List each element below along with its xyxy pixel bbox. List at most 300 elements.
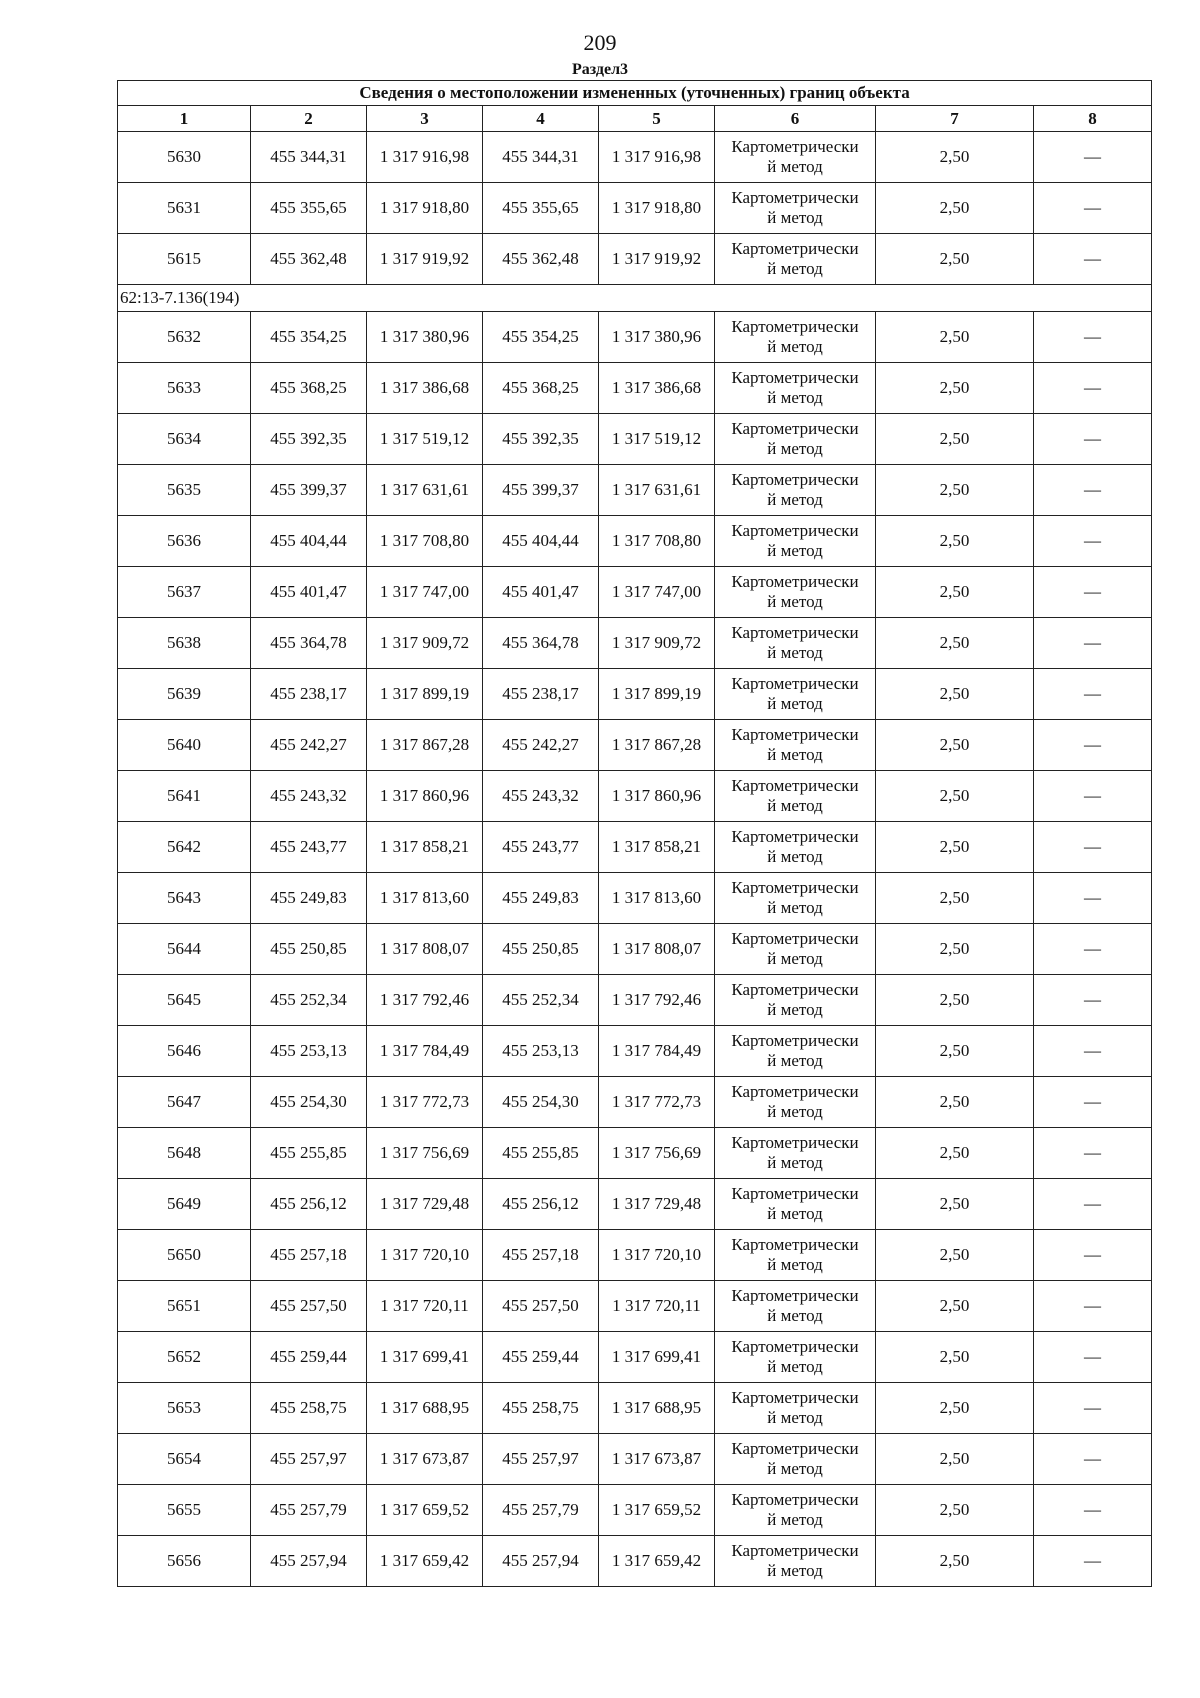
y-new-cell: 1 317 792,46 <box>599 975 715 1026</box>
table-row <box>118 1383 1152 1434</box>
method-line: Картометрически <box>731 470 859 489</box>
precision-cell: 2,50 <box>876 312 1034 363</box>
method-cell <box>715 1434 876 1485</box>
y-old-cell: 1 317 747,00 <box>367 567 483 618</box>
method-line: Картометрически <box>731 317 859 336</box>
method-line: й метод <box>767 1510 823 1529</box>
precision-cell: 2,50 <box>876 363 1034 414</box>
x-new-cell: 455 250,85 <box>483 924 599 975</box>
method-cell <box>715 465 876 516</box>
column-number: 4 <box>483 106 599 132</box>
method-line: й метод <box>767 745 823 764</box>
table-row <box>118 234 1152 285</box>
method-line: й метод <box>767 259 823 278</box>
x-old-cell: 455 256,12 <box>251 1179 367 1230</box>
x-new-cell: 455 254,30 <box>483 1077 599 1128</box>
precision-cell: 2,50 <box>876 822 1034 873</box>
y-new-cell: 1 317 918,80 <box>599 183 715 234</box>
x-old-cell: 455 257,97 <box>251 1434 367 1485</box>
x-old-cell: 455 252,34 <box>251 975 367 1026</box>
table-row <box>118 1536 1152 1587</box>
precision-cell: 2,50 <box>876 1077 1034 1128</box>
precision-cell: 2,50 <box>876 1332 1034 1383</box>
dash-cell: — <box>1034 924 1152 975</box>
y-old-cell: 1 317 916,98 <box>367 132 483 183</box>
y-new-cell: 1 317 813,60 <box>599 873 715 924</box>
method-cell <box>715 720 876 771</box>
y-new-cell: 1 317 659,42 <box>599 1536 715 1587</box>
x-new-cell: 455 401,47 <box>483 567 599 618</box>
dash-cell: — <box>1034 234 1152 285</box>
x-old-cell: 455 259,44 <box>251 1332 367 1383</box>
dash-cell: — <box>1034 669 1152 720</box>
y-new-cell: 1 317 688,95 <box>599 1383 715 1434</box>
x-old-cell: 455 257,50 <box>251 1281 367 1332</box>
y-old-cell: 1 317 899,19 <box>367 669 483 720</box>
y-old-cell: 1 317 659,42 <box>367 1536 483 1587</box>
x-new-cell: 455 364,78 <box>483 618 599 669</box>
method-line: Картометрически <box>731 1184 859 1203</box>
x-new-cell: 455 259,44 <box>483 1332 599 1383</box>
x-old-cell: 455 344,31 <box>251 132 367 183</box>
method-line: й метод <box>767 1459 823 1478</box>
method-line: й метод <box>767 898 823 917</box>
precision-cell: 2,50 <box>876 516 1034 567</box>
table-row <box>118 1434 1152 1485</box>
method-line: Картометрически <box>731 725 859 744</box>
table-row <box>118 1281 1152 1332</box>
y-new-cell: 1 317 729,48 <box>599 1179 715 1230</box>
method-line: Картометрически <box>731 1031 859 1050</box>
precision-cell: 2,50 <box>876 924 1034 975</box>
y-new-cell: 1 317 899,19 <box>599 669 715 720</box>
precision-cell: 2,50 <box>876 1179 1034 1230</box>
y-old-cell: 1 317 631,61 <box>367 465 483 516</box>
precision-cell: 2,50 <box>876 771 1034 822</box>
point-number-cell: 5647 <box>118 1077 251 1128</box>
page-number: 209 <box>583 30 617 55</box>
table-row <box>118 720 1152 771</box>
y-old-cell: 1 317 867,28 <box>367 720 483 771</box>
x-old-cell: 455 258,75 <box>251 1383 367 1434</box>
method-line: Картометрически <box>731 1439 859 1458</box>
method-line: й метод <box>767 1255 823 1274</box>
table-row <box>118 312 1152 363</box>
precision-cell: 2,50 <box>876 720 1034 771</box>
method-cell <box>715 567 876 618</box>
method-cell <box>715 363 876 414</box>
y-old-cell: 1 317 688,95 <box>367 1383 483 1434</box>
point-number-cell: 5648 <box>118 1128 251 1179</box>
point-number-cell: 5615 <box>118 234 251 285</box>
method-line: й метод <box>767 439 823 458</box>
table-row <box>118 132 1152 183</box>
point-number-cell: 5653 <box>118 1383 251 1434</box>
y-old-cell: 1 317 729,48 <box>367 1179 483 1230</box>
precision-cell: 2,50 <box>876 669 1034 720</box>
x-new-cell: 455 354,25 <box>483 312 599 363</box>
table-row <box>118 618 1152 669</box>
dash-cell: — <box>1034 465 1152 516</box>
x-old-cell: 455 250,85 <box>251 924 367 975</box>
column-number: 6 <box>715 106 876 132</box>
table-row <box>118 183 1152 234</box>
point-number-cell: 5651 <box>118 1281 251 1332</box>
method-line: й метод <box>767 388 823 407</box>
method-line: й метод <box>767 157 823 176</box>
y-old-cell: 1 317 858,21 <box>367 822 483 873</box>
x-new-cell: 455 257,97 <box>483 1434 599 1485</box>
table-row <box>118 1077 1152 1128</box>
method-line: Картометрически <box>731 776 859 795</box>
point-number-cell: 5656 <box>118 1536 251 1587</box>
dash-cell: — <box>1034 873 1152 924</box>
dash-cell: — <box>1034 516 1152 567</box>
method-cell <box>715 873 876 924</box>
precision-cell: 2,50 <box>876 465 1034 516</box>
x-new-cell: 455 257,79 <box>483 1485 599 1536</box>
precision-cell: 2,50 <box>876 132 1034 183</box>
precision-cell: 2,50 <box>876 414 1034 465</box>
y-new-cell: 1 317 380,96 <box>599 312 715 363</box>
method-line: й метод <box>767 1102 823 1121</box>
x-new-cell: 455 362,48 <box>483 234 599 285</box>
dash-cell: — <box>1034 567 1152 618</box>
x-new-cell: 455 252,34 <box>483 975 599 1026</box>
method-cell <box>715 618 876 669</box>
column-number: 2 <box>251 106 367 132</box>
group-row <box>118 285 1152 312</box>
x-new-cell: 455 257,94 <box>483 1536 599 1587</box>
precision-cell: 2,50 <box>876 1026 1034 1077</box>
x-new-cell: 455 243,32 <box>483 771 599 822</box>
y-new-cell: 1 317 756,69 <box>599 1128 715 1179</box>
y-old-cell: 1 317 720,11 <box>367 1281 483 1332</box>
y-new-cell: 1 317 720,11 <box>599 1281 715 1332</box>
dash-cell: — <box>1034 1026 1152 1077</box>
point-number-cell: 5649 <box>118 1179 251 1230</box>
method-line: Картометрически <box>731 239 859 258</box>
dash-cell: — <box>1034 822 1152 873</box>
dash-cell: — <box>1034 1332 1152 1383</box>
method-cell <box>715 771 876 822</box>
x-old-cell: 455 243,77 <box>251 822 367 873</box>
y-new-cell: 1 317 772,73 <box>599 1077 715 1128</box>
x-old-cell: 455 404,44 <box>251 516 367 567</box>
method-line: Картометрически <box>731 1082 859 1101</box>
point-number-cell: 5642 <box>118 822 251 873</box>
x-old-cell: 455 253,13 <box>251 1026 367 1077</box>
precision-cell: 2,50 <box>876 1383 1034 1434</box>
x-old-cell: 455 243,32 <box>251 771 367 822</box>
point-number-cell: 5655 <box>118 1485 251 1536</box>
method-cell <box>715 312 876 363</box>
point-number-cell: 5630 <box>118 132 251 183</box>
point-number-cell: 5631 <box>118 183 251 234</box>
method-cell <box>715 924 876 975</box>
point-number-cell: 5652 <box>118 1332 251 1383</box>
method-line: Картометрически <box>731 1337 859 1356</box>
point-number-cell: 5650 <box>118 1230 251 1281</box>
method-cell <box>715 822 876 873</box>
method-line: й метод <box>767 1306 823 1325</box>
dash-cell: — <box>1034 363 1152 414</box>
x-new-cell: 455 249,83 <box>483 873 599 924</box>
column-number: 8 <box>1034 106 1152 132</box>
dash-cell: — <box>1034 720 1152 771</box>
y-new-cell: 1 317 909,72 <box>599 618 715 669</box>
table-row <box>118 1179 1152 1230</box>
table-row <box>118 567 1152 618</box>
method-cell <box>715 132 876 183</box>
y-old-cell: 1 317 784,49 <box>367 1026 483 1077</box>
x-new-cell: 455 404,44 <box>483 516 599 567</box>
method-cell <box>715 1485 876 1536</box>
method-line: й метод <box>767 1561 823 1580</box>
y-new-cell: 1 317 699,41 <box>599 1332 715 1383</box>
point-number-cell: 5645 <box>118 975 251 1026</box>
y-old-cell: 1 317 659,52 <box>367 1485 483 1536</box>
method-cell <box>715 1077 876 1128</box>
table-row <box>118 1026 1152 1077</box>
y-new-cell: 1 317 919,92 <box>599 234 715 285</box>
y-new-cell: 1 317 720,10 <box>599 1230 715 1281</box>
y-new-cell: 1 317 747,00 <box>599 567 715 618</box>
point-number-cell: 5644 <box>118 924 251 975</box>
table-row <box>118 516 1152 567</box>
method-line: Картометрически <box>731 1388 859 1407</box>
method-line: й метод <box>767 1357 823 1376</box>
point-number-cell: 5635 <box>118 465 251 516</box>
method-cell <box>715 1383 876 1434</box>
x-new-cell: 455 392,35 <box>483 414 599 465</box>
table-caption: Сведения о местоположении измененных (уточненных) границ объекта <box>118 81 1152 106</box>
method-line: Картометрически <box>731 1490 859 1509</box>
method-line: Картометрически <box>731 980 859 999</box>
table-row <box>118 1485 1152 1536</box>
method-line: Картометрически <box>731 827 859 846</box>
method-cell <box>715 183 876 234</box>
precision-cell: 2,50 <box>876 183 1034 234</box>
y-new-cell: 1 317 867,28 <box>599 720 715 771</box>
method-line: Картометрически <box>731 1235 859 1254</box>
method-line: Картометрически <box>731 521 859 540</box>
precision-cell: 2,50 <box>876 567 1034 618</box>
method-line: й метод <box>767 1153 823 1172</box>
dash-cell: — <box>1034 1383 1152 1434</box>
method-line: й метод <box>767 337 823 356</box>
y-old-cell: 1 317 519,12 <box>367 414 483 465</box>
x-old-cell: 455 364,78 <box>251 618 367 669</box>
x-new-cell: 455 256,12 <box>483 1179 599 1230</box>
table-row <box>118 822 1152 873</box>
method-cell <box>715 414 876 465</box>
method-cell <box>715 1536 876 1587</box>
dash-cell: — <box>1034 1230 1152 1281</box>
column-number: 3 <box>367 106 483 132</box>
point-number-cell: 5633 <box>118 363 251 414</box>
method-line: Картометрически <box>731 368 859 387</box>
table-row <box>118 771 1152 822</box>
y-old-cell: 1 317 756,69 <box>367 1128 483 1179</box>
x-old-cell: 455 255,85 <box>251 1128 367 1179</box>
table-row <box>118 975 1152 1026</box>
x-new-cell: 455 258,75 <box>483 1383 599 1434</box>
y-old-cell: 1 317 918,80 <box>367 183 483 234</box>
y-new-cell: 1 317 659,52 <box>599 1485 715 1536</box>
precision-cell: 2,50 <box>876 1281 1034 1332</box>
table-row <box>118 414 1152 465</box>
x-old-cell: 455 368,25 <box>251 363 367 414</box>
y-old-cell: 1 317 720,10 <box>367 1230 483 1281</box>
method-line: Картометрически <box>731 188 859 207</box>
table-row <box>118 363 1152 414</box>
precision-cell: 2,50 <box>876 234 1034 285</box>
method-line: й метод <box>767 592 823 611</box>
dash-cell: — <box>1034 414 1152 465</box>
x-new-cell: 455 344,31 <box>483 132 599 183</box>
x-old-cell: 455 399,37 <box>251 465 367 516</box>
method-cell <box>715 975 876 1026</box>
dash-cell: — <box>1034 1128 1152 1179</box>
y-new-cell: 1 317 673,87 <box>599 1434 715 1485</box>
table-row <box>118 1128 1152 1179</box>
dash-cell: — <box>1034 1281 1152 1332</box>
point-number-cell: 5654 <box>118 1434 251 1485</box>
x-old-cell: 455 238,17 <box>251 669 367 720</box>
y-new-cell: 1 317 784,49 <box>599 1026 715 1077</box>
dash-cell: — <box>1034 183 1152 234</box>
coordinates-table <box>117 80 1152 1587</box>
method-line: й метод <box>767 949 823 968</box>
y-old-cell: 1 317 708,80 <box>367 516 483 567</box>
method-line: й метод <box>767 1000 823 1019</box>
y-old-cell: 1 317 909,72 <box>367 618 483 669</box>
method-line: Картометрически <box>731 1286 859 1305</box>
precision-cell: 2,50 <box>876 1230 1034 1281</box>
dash-cell: — <box>1034 1077 1152 1128</box>
method-cell <box>715 1179 876 1230</box>
method-cell <box>715 234 876 285</box>
method-line: Картометрически <box>731 674 859 693</box>
point-number-cell: 5640 <box>118 720 251 771</box>
method-line: Картометрически <box>731 623 859 642</box>
method-line: Картометрически <box>731 572 859 591</box>
method-line: й метод <box>767 541 823 560</box>
point-number-cell: 5636 <box>118 516 251 567</box>
y-new-cell: 1 317 386,68 <box>599 363 715 414</box>
table-row <box>118 669 1152 720</box>
method-line: й метод <box>767 694 823 713</box>
table-row <box>118 924 1152 975</box>
y-new-cell: 1 317 860,96 <box>599 771 715 822</box>
method-cell <box>715 1128 876 1179</box>
x-new-cell: 455 242,27 <box>483 720 599 771</box>
dash-cell: — <box>1034 975 1152 1026</box>
method-line: Картометрически <box>731 1541 859 1560</box>
method-line: й метод <box>767 1204 823 1223</box>
method-line: й метод <box>767 490 823 509</box>
x-new-cell: 455 257,50 <box>483 1281 599 1332</box>
dash-cell: — <box>1034 132 1152 183</box>
method-cell <box>715 669 876 720</box>
method-line: й метод <box>767 643 823 662</box>
y-new-cell: 1 317 808,07 <box>599 924 715 975</box>
dash-cell: — <box>1034 618 1152 669</box>
dash-cell: — <box>1034 1536 1152 1587</box>
section-label: Раздел3 <box>571 61 629 78</box>
method-line: й метод <box>767 796 823 815</box>
point-number-cell: 5638 <box>118 618 251 669</box>
x-new-cell: 455 243,77 <box>483 822 599 873</box>
method-line: Картометрически <box>731 878 859 897</box>
x-new-cell: 455 355,65 <box>483 183 599 234</box>
dash-cell: — <box>1034 1434 1152 1485</box>
table-row <box>118 1230 1152 1281</box>
y-new-cell: 1 317 519,12 <box>599 414 715 465</box>
precision-cell: 2,50 <box>876 873 1034 924</box>
x-new-cell: 455 255,85 <box>483 1128 599 1179</box>
table-body <box>118 81 1152 1587</box>
column-number: 5 <box>599 106 715 132</box>
point-number-cell: 5643 <box>118 873 251 924</box>
y-old-cell: 1 317 699,41 <box>367 1332 483 1383</box>
dash-cell: — <box>1034 771 1152 822</box>
point-number-cell: 5646 <box>118 1026 251 1077</box>
x-old-cell: 455 257,79 <box>251 1485 367 1536</box>
y-old-cell: 1 317 772,73 <box>367 1077 483 1128</box>
dash-cell: — <box>1034 1179 1152 1230</box>
y-old-cell: 1 317 813,60 <box>367 873 483 924</box>
method-cell <box>715 516 876 567</box>
method-line: Картометрически <box>731 929 859 948</box>
x-old-cell: 455 257,94 <box>251 1536 367 1587</box>
method-cell <box>715 1230 876 1281</box>
y-old-cell: 1 317 808,07 <box>367 924 483 975</box>
column-number: 7 <box>876 106 1034 132</box>
method-cell <box>715 1281 876 1332</box>
method-cell <box>715 1026 876 1077</box>
point-number-cell: 5639 <box>118 669 251 720</box>
x-old-cell: 455 249,83 <box>251 873 367 924</box>
group-label: 62:13-7.136(194) <box>118 285 1152 312</box>
table-row <box>118 1332 1152 1383</box>
x-old-cell: 455 401,47 <box>251 567 367 618</box>
point-number-cell: 5641 <box>118 771 251 822</box>
method-line: Картометрически <box>731 419 859 438</box>
x-new-cell: 455 253,13 <box>483 1026 599 1077</box>
x-old-cell: 455 242,27 <box>251 720 367 771</box>
column-number: 1 <box>118 106 251 132</box>
x-new-cell: 455 257,18 <box>483 1230 599 1281</box>
column-number-row <box>118 106 1152 132</box>
x-old-cell: 455 392,35 <box>251 414 367 465</box>
table-row <box>118 465 1152 516</box>
dash-cell: — <box>1034 312 1152 363</box>
x-old-cell: 455 257,18 <box>251 1230 367 1281</box>
point-number-cell: 5634 <box>118 414 251 465</box>
x-old-cell: 455 254,30 <box>251 1077 367 1128</box>
y-new-cell: 1 317 708,80 <box>599 516 715 567</box>
x-old-cell: 455 355,65 <box>251 183 367 234</box>
y-old-cell: 1 317 673,87 <box>367 1434 483 1485</box>
dash-cell: — <box>1034 1485 1152 1536</box>
precision-cell: 2,50 <box>876 618 1034 669</box>
y-old-cell: 1 317 792,46 <box>367 975 483 1026</box>
x-new-cell: 455 238,17 <box>483 669 599 720</box>
x-old-cell: 455 362,48 <box>251 234 367 285</box>
point-number-cell: 5637 <box>118 567 251 618</box>
